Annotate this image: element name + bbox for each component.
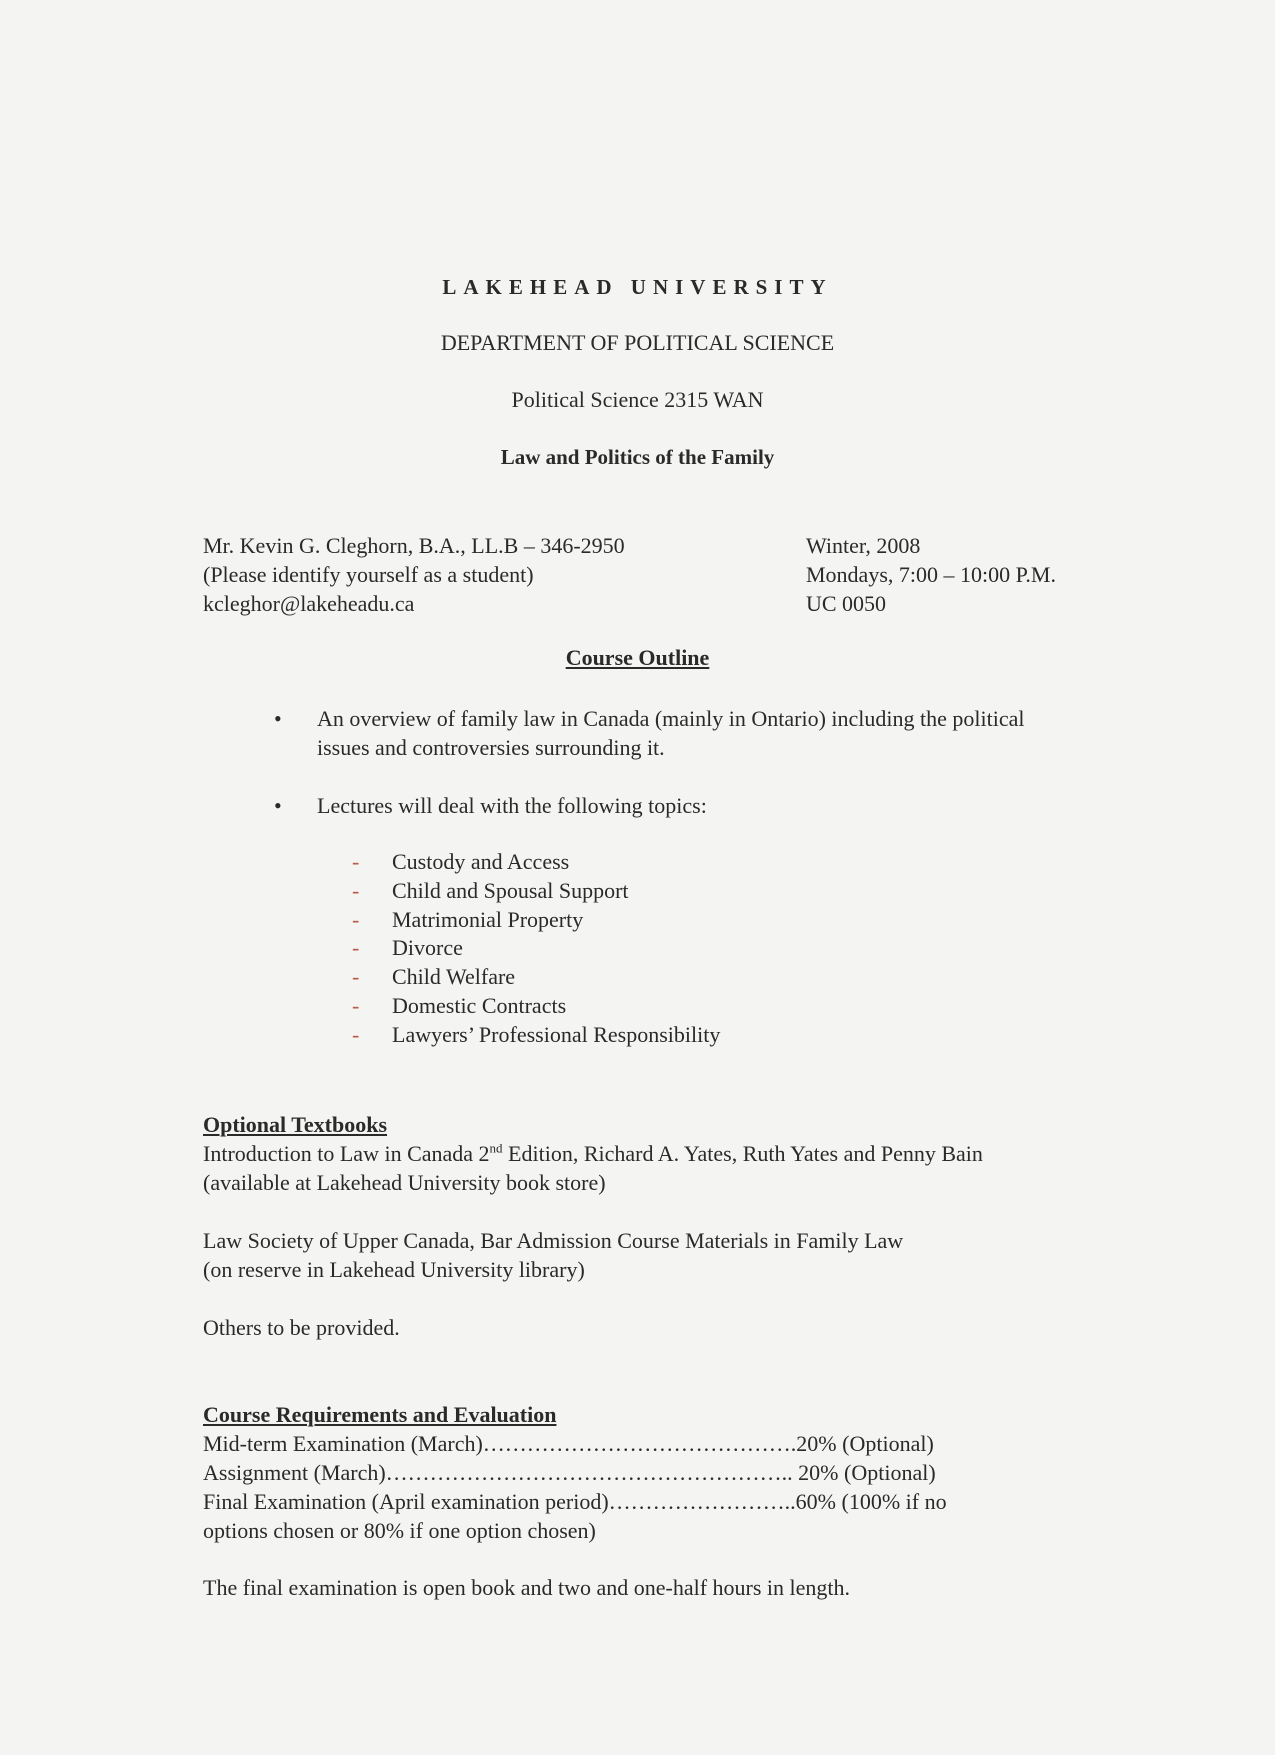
course-time: Mondays, 7:00 – 10:00 P.M. xyxy=(806,562,1056,587)
course-room: UC 0050 xyxy=(806,591,887,616)
topic-item xyxy=(352,1021,720,1050)
textbooks-section xyxy=(203,1110,1133,1342)
topic-item xyxy=(352,992,720,1021)
topic-label: Child and Spousal Support xyxy=(392,877,629,903)
instructor-name-phone: Mr. Kevin G. Cleghorn, B.A., LL.B – 346-2950 xyxy=(203,533,625,558)
department-name: DEPARTMENT OF POLITICAL SCIENCE xyxy=(440,330,835,355)
dash-icon: - xyxy=(352,877,360,903)
bullet-dot-icon: • xyxy=(274,706,282,731)
course-title: Law and Politics of the Family xyxy=(500,445,775,469)
topic-label: Matrimonial Property xyxy=(392,906,584,932)
textbook-others: Others to be provided. xyxy=(203,1315,400,1340)
bullet-text: Lectures will deal with the following topics: xyxy=(317,793,707,818)
textbook-title-text: Introduction to Law in Canada 2 xyxy=(203,1141,490,1166)
textbook-note: (on reserve in Lakehead University library) xyxy=(203,1257,585,1282)
textbook-title xyxy=(203,1139,1133,1168)
dash-icon: - xyxy=(352,935,360,961)
bullet-text: An overview of family law in Canada (mainly in Ontario) including the political issues and controversies surrounding it. xyxy=(317,706,1025,760)
edition-superscript: nd xyxy=(489,1140,503,1156)
textbook-entry xyxy=(203,1226,1133,1284)
topic-label: Divorce xyxy=(392,935,463,961)
topic-label: Domestic Contracts xyxy=(392,992,567,1018)
topic-item xyxy=(352,906,720,935)
instructor-contact xyxy=(203,531,625,618)
topic-label: Custody and Access xyxy=(392,849,570,874)
instructor-note: (Please identify yourself as a student) xyxy=(203,562,534,587)
instructor-email: kcleghor@lakeheadu.ca xyxy=(203,591,415,616)
requirements-section xyxy=(203,1400,1133,1545)
bullet-dot-icon: • xyxy=(274,793,282,818)
topic-item xyxy=(352,934,720,963)
requirement-line: Final Examination (April examination period)……………………..60% (100% if no xyxy=(203,1489,947,1514)
textbook-title-rest: Edition, Richard A. Yates, Ruth Yates and Penny Bain xyxy=(502,1141,983,1166)
textbook-note: (available at Lakehead University book store) xyxy=(203,1170,606,1195)
course-term: Winter, 2008 xyxy=(806,533,921,558)
university-name: LAKEHEAD UNIVERSITY xyxy=(442,275,833,299)
topic-item xyxy=(352,877,720,906)
dash-icon: - xyxy=(352,992,360,1018)
course-schedule xyxy=(806,531,1056,618)
course-code: Political Science 2315 WAN xyxy=(511,387,764,412)
topic-item xyxy=(352,963,720,992)
dash-icon: - xyxy=(352,906,360,932)
dash-icon: - xyxy=(352,964,360,990)
textbook-entry xyxy=(203,1139,1133,1197)
topic-label: Lawyers’ Professional Responsibility xyxy=(392,1021,721,1047)
final-exam-note: The final examination is open book and two and one-half hours in length. xyxy=(203,1575,851,1600)
textbooks-heading: Optional Textbooks xyxy=(203,1112,388,1137)
bullet-item xyxy=(274,791,1074,820)
dash-icon: - xyxy=(352,849,360,874)
course-outline-heading: Course Outline xyxy=(565,645,710,670)
requirement-line: Assignment (March)……………………………………………….. 20% (Optional) xyxy=(203,1460,936,1485)
requirements-heading: Course Requirements and Evaluation xyxy=(203,1402,557,1427)
outline-bullets xyxy=(274,704,1074,849)
topic-label: Child Welfare xyxy=(392,964,516,990)
dash-icon: - xyxy=(352,1021,360,1047)
bullet-item xyxy=(274,704,1074,762)
topic-list xyxy=(352,848,720,1050)
topic-item xyxy=(352,848,720,877)
requirement-line: options chosen or 80% if one option chosen) xyxy=(203,1518,596,1543)
textbook-title: Law Society of Upper Canada, Bar Admission Course Materials in Family Law xyxy=(203,1228,904,1253)
requirement-line: Mid-term Examination (March)…………………………………….20% (Optional) xyxy=(203,1431,934,1456)
